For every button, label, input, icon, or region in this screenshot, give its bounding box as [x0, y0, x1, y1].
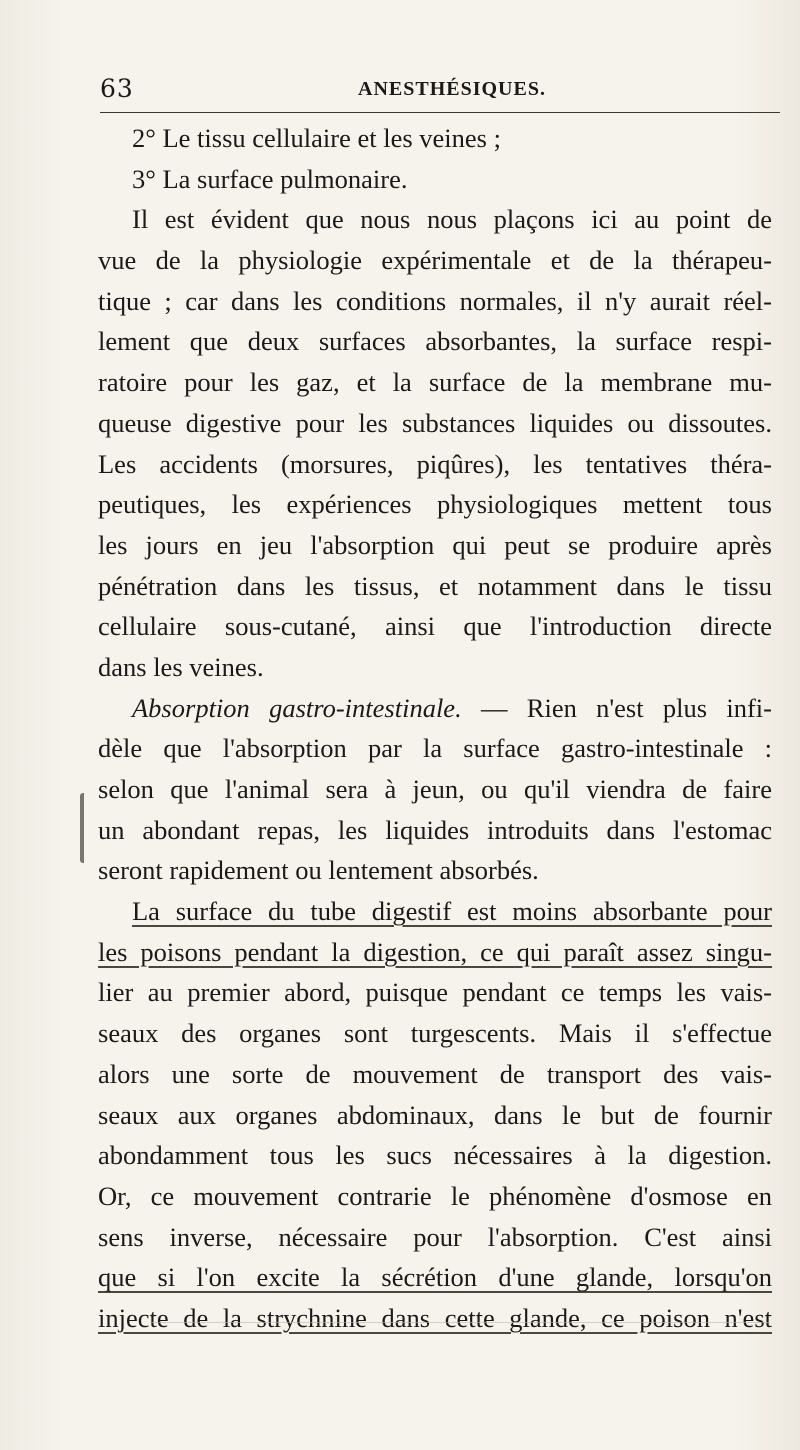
line-text: les jours en jeu l'absorption qui peut se produire après — [98, 529, 772, 560]
line-text: ratoire pour les gaz, et la surface de la membrane mu- — [98, 367, 772, 398]
line-text: selon que l'animal sera à jeun, ou qu'il viendra de faire — [98, 774, 772, 804]
running-head: ANESTHÉSIQUES. — [358, 78, 546, 100]
line-text: seaux aux organes abdominaux, dans le but de fournir — [98, 1099, 772, 1130]
line-text: injecte de la strychnine dans cette glande, ce poison n'est — [98, 1302, 772, 1333]
line-text: lier au premier abord, puisque pendant ce temps les vais- — [98, 977, 772, 1008]
text-line — [98, 240, 772, 281]
text-line — [98, 932, 772, 973]
text-line — [98, 1135, 772, 1176]
line-text: 2° Le tissu cellulaire et les veines ; — [132, 123, 501, 153]
text-line — [98, 606, 772, 647]
text-line — [98, 972, 772, 1013]
text-line — [98, 118, 772, 159]
body-text — [98, 118, 772, 1339]
text-line — [98, 688, 772, 729]
line-text: lement que deux surfaces absorbantes, la surface respi- — [98, 326, 772, 357]
line-text: seront rapidement ou lentement absorbés. — [98, 855, 539, 886]
text-line — [98, 1054, 772, 1095]
line-text: dèle que l'absorption par la surface gastro-intestinale : — [98, 733, 772, 764]
text-line — [98, 566, 772, 607]
line-text: les poisons pendant la digestion, ce qui paraît assez singu- — [98, 936, 772, 967]
text-line — [98, 199, 772, 240]
text-line — [98, 484, 772, 525]
text-line — [98, 647, 772, 688]
text-line — [98, 1257, 772, 1298]
line-text: Or, ce mouvement contrarie le phénomène d'osmose en — [98, 1180, 772, 1211]
line-text: Les accidents (morsures, piqûres), les tentatives théra- — [98, 448, 772, 479]
text-line — [98, 321, 772, 362]
text-line — [98, 525, 772, 566]
page-header — [100, 72, 780, 113]
text-line — [98, 444, 772, 485]
line-text: queuse digestive pour les substances liquides ou dissoutes. — [98, 407, 772, 438]
line-text: abondamment tous les sucs nécessaires à la digestion. — [98, 1140, 772, 1171]
text-line — [98, 769, 772, 810]
text-line — [98, 1217, 772, 1258]
line-text: cellulaire sous-cutané, ainsi que l'introduction directe — [98, 611, 772, 642]
line-text: 3° La surface pulmonaire. — [132, 163, 408, 194]
bleed-through-line — [150, 1322, 770, 1341]
line-text: que si l'on excite la sécrétion d'une glande, lorsqu'on — [98, 1262, 772, 1293]
line-text: sens inverse, nécessaire pour l'absorption. C'est ainsi — [98, 1221, 772, 1252]
line-text: La surface du tube digestif est moins absorbante pour — [132, 896, 772, 927]
text-line — [98, 403, 772, 444]
text-line — [98, 362, 772, 403]
text-line — [98, 1176, 772, 1217]
text-line — [98, 891, 772, 932]
line-text: pénétration dans les tissus, et notamment dans le tissu — [98, 570, 772, 601]
line-text: un abondant repas, les liquides introduits dans l'estomac — [98, 814, 772, 845]
text-line — [98, 850, 772, 891]
line-text: seaux des organes sont turgescents. Mais il s'effectue — [98, 1018, 772, 1049]
page-number: 63 — [100, 74, 134, 103]
text-line — [98, 1095, 772, 1136]
line-text: vue de la physiologie expérimentale et de la thérapeu- — [98, 245, 772, 276]
line-text: dans les veines. — [98, 651, 264, 682]
margin-pencil-mark — [80, 793, 90, 863]
text-line — [98, 728, 772, 769]
line-text: Il est évident que nous nous plaçons ici au point de — [132, 204, 772, 235]
text-line — [98, 1013, 772, 1054]
section-title: Absorption gastro-intestinale. — [132, 692, 462, 723]
line-text: alors une sorte de mouvement de transport des vais- — [98, 1058, 772, 1089]
text-line — [98, 281, 772, 322]
line-text: peutiques, les expériences physiologiques mettent tous — [98, 489, 772, 520]
text-line — [98, 810, 772, 851]
line-text: — Rien n'est plus infi- — [461, 692, 772, 723]
line-text: tique ; car dans les conditions normales, il n'y aurait réel- — [98, 285, 772, 316]
text-line — [98, 159, 772, 200]
